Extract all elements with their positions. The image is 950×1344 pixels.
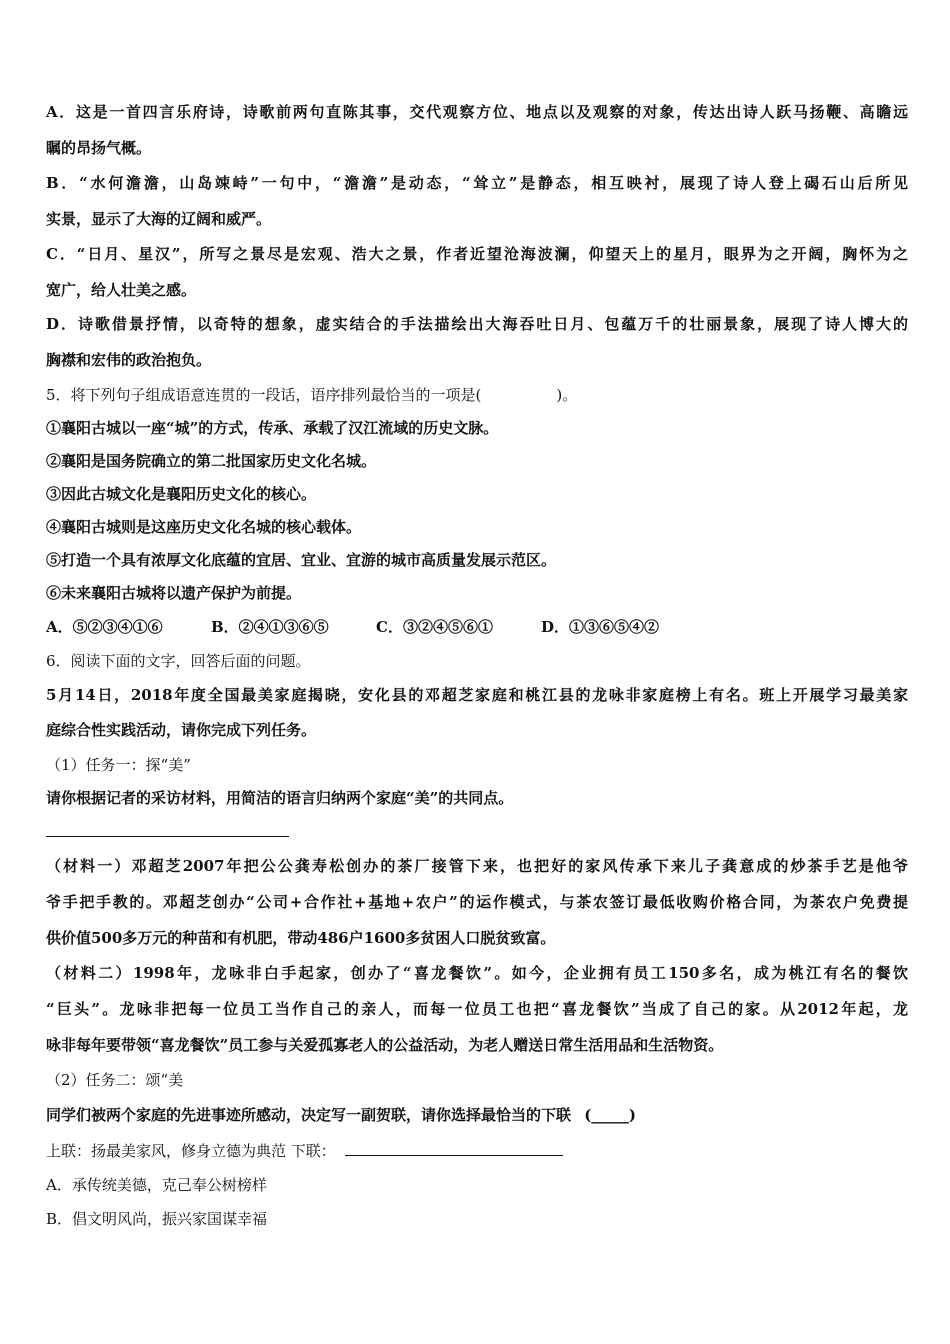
- q6-material1-line1: （材料一）邓超芝2007年把公公龚寿松创办的茶厂接管下来，也把好的家风传承下来儿子龚意成的炒茶手艺是他爷: [46, 857, 908, 875]
- q4-option-b-line1: B．“水何澹澹，山岛竦峙”一句中，“澹澹”是动态，“耸立”是静态，相互映衬，展现了诗人登上碣石山后所见: [46, 174, 908, 192]
- q5-stem: 5．将下列句子组成语意连贯的一段话，语序排列最恰当的一项是( )。: [46, 386, 578, 404]
- q5-option-d: D．①③⑥⑤④②: [541, 618, 660, 636]
- q6-task1-title: （1）任务一：探“美”: [46, 756, 191, 774]
- q6-intro-line1: 5月14日，2018年度全国最美家庭揭晓，安化县的邓超芝家庭和桃江县的龙咏非家庭榜上有名。班上开展学习最美家: [46, 686, 908, 704]
- q6-couplet-row: [46, 1140, 908, 1162]
- q5-sentence-5: ⑤打造一个具有浓厚文化底蕴的宜居、宜业、宜游的城市高质量发展示范区。: [46, 551, 557, 569]
- q6-task2-answer-paren[interactable]: (_____): [584, 1106, 636, 1124]
- q6-material1-line2: 爷手把手教的。邓超芝创办“公司+合作社+基地+农户”的运作模式，与茶农签订最低收购价格合同，为茶农户免费提: [46, 893, 908, 911]
- q5-option-b: B．②④①③⑥⑤: [211, 618, 329, 636]
- q5-options-row: [46, 616, 908, 638]
- q6-couplet-text: 上联：扬最美家风，修身立德为典范 下联：: [46, 1142, 336, 1160]
- q6-task1-prompt: 请你根据记者的采访材料，用简洁的语言归纳两个家庭“美”的共同点。: [46, 789, 514, 807]
- q6-task2-prompt-row: [46, 1104, 908, 1126]
- q6-task2-prompt: 同学们被两个家庭的先进事迹所感动，决定写一副贺联，请你选择最恰当的下联: [46, 1106, 572, 1124]
- q5-sentence-3: ③因此古城文化是襄阳历史文化的核心。: [46, 485, 317, 503]
- q4-option-a-line1: A．这是一首四言乐府诗，诗歌前两句直陈其事，交代观察方位、地点以及观察的对象，传达出诗人跃马扬鞭、高瞻远: [46, 103, 908, 121]
- q6-material2-line3: 咏非每年要带领“喜龙餐饮”员工参与关爱孤寡老人的公益活动，为老人赠送日常生活用品和生活物资。: [46, 1036, 724, 1054]
- q6-stem: 6．阅读下面的文字，回答后面的问题。: [46, 652, 311, 670]
- q5-option-c: C．③②④⑤⑥①: [376, 618, 493, 636]
- q5-sentence-1: ①襄阳古城以一座“城”的方式，传承、承载了汉江流域的历史文脉。: [46, 419, 499, 437]
- q6-task2-option-b: B．倡文明风尚，振兴家国谋幸福: [46, 1210, 268, 1228]
- q5-sentence-6: ⑥未来襄阳古城将以遗产保护为前提。: [46, 584, 302, 602]
- q4-option-d-line2: 胸襟和宏伟的政治抱负。: [46, 351, 212, 369]
- q6-material2-line1: （材料二）1998年，龙咏非白手起家，创办了“喜龙餐饮”。如今，企业拥有员工150多名，成为桃江有名的餐饮: [46, 964, 908, 982]
- q6-task1-answer-line[interactable]: [46, 836, 289, 837]
- q5-sentence-4: ④襄阳古城则是这座历史文化名城的核心载体。: [46, 518, 362, 536]
- q6-material1-line3: 供价值500多万元的种苗和有机肥，带动486户1600多贫困人口脱贫致富。: [46, 929, 556, 947]
- q5-option-a: A．⑤②③④①⑥: [46, 618, 163, 636]
- q6-task2-title: （2）任务二：颂“美: [46, 1071, 184, 1089]
- q4-option-a-line2: 瞩的昂扬气概。: [46, 139, 152, 157]
- q4-option-d-line1: D．诗歌借景抒情，以奇特的想象，虚实结合的手法描绘出大海吞吐日月、包蕴万千的壮丽景象，展现了诗人博大的: [46, 315, 908, 333]
- q4-option-c-line2: 宽广，给人壮美之感。: [46, 281, 197, 299]
- q6-couplet-blank[interactable]: [345, 1140, 563, 1156]
- q5-sentence-2: ②襄阳是国务院确立的第二批国家历史文化名城。: [46, 452, 377, 470]
- q6-material2-line2: “巨头”。龙咏非把每一位员工当作自己的亲人，而每一位员工也把“喜龙餐饮”当成了自己的家。从2012年起，龙: [46, 1000, 908, 1018]
- q4-option-c-line1: C．“日月、星汉”，所写之景尽是宏观、浩大之景，作者近望沧海波澜，仰望天上的星月，眼界为之开阔，胸怀为之: [46, 245, 908, 263]
- q6-task2-option-a: A．承传统美德，克己奉公树榜样: [46, 1176, 267, 1194]
- q4-option-b-line2: 实景，显示了大海的辽阔和威严。: [46, 210, 272, 228]
- q6-intro-line2: 庭综合性实践活动，请你完成下列任务。: [46, 721, 317, 739]
